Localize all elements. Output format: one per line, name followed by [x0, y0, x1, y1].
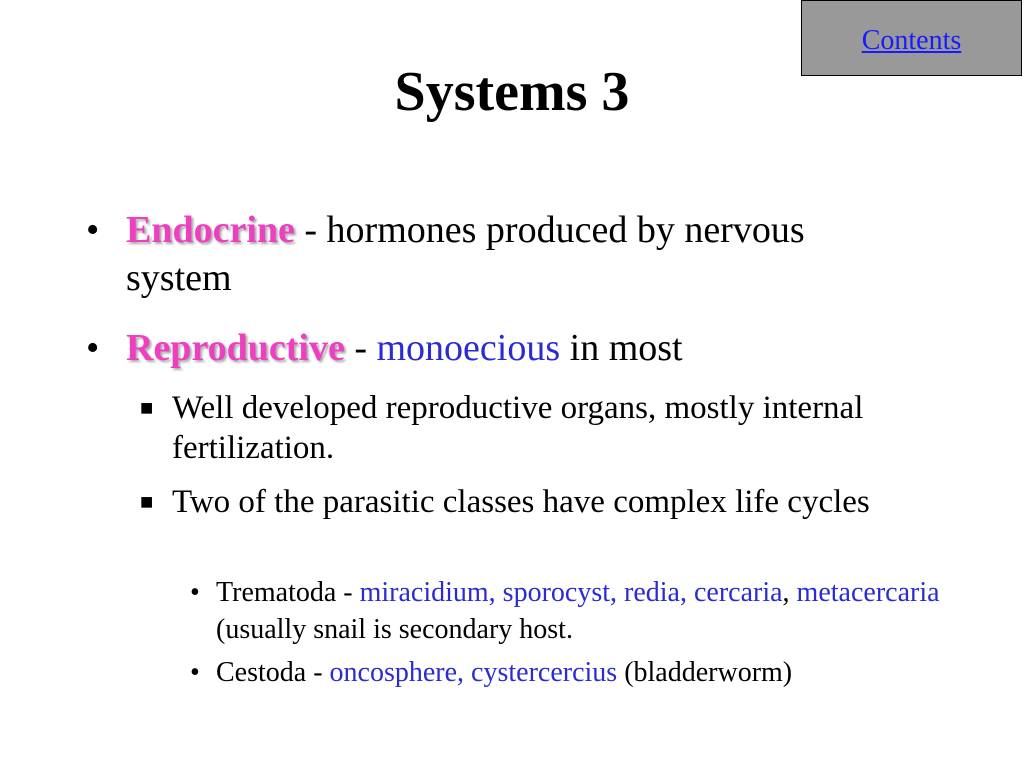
bullet-reproductive [86, 324, 866, 372]
subsub-bullet-trematoda [190, 574, 950, 648]
subsub-bullet-text [216, 574, 950, 648]
trematoda-stages: miracidium, sporocyst, redia, cercaria [359, 577, 783, 608]
subsub-bullet-cestoda [190, 654, 950, 691]
trematoda-suffix: (usually snail is secondary host. [216, 614, 573, 645]
subsub-bullet-text [216, 654, 950, 691]
bullet-endocrine [86, 206, 866, 302]
bullet-text [126, 206, 866, 302]
cestoda-stages: oncosphere, cystercercius [329, 657, 618, 688]
trematoda-sep: , [782, 577, 797, 608]
bullet-dot: • [86, 209, 100, 251]
term-endocrine: Endocrine [126, 209, 295, 251]
cestoda-suffix: (bladderworm) [617, 657, 793, 688]
reproductive-tail: in most [560, 327, 683, 369]
sub-bullet-text: Two of the parasitic classes have complex life cycles [172, 484, 870, 520]
bullet-dot: • [190, 577, 200, 608]
term-monoecious: monoecious [376, 327, 561, 369]
sub-bullet-organs [140, 388, 920, 468]
square-bullet: ■ [140, 395, 154, 420]
bullet-dot: • [190, 657, 200, 688]
trematoda-metacercaria: metacercaria [796, 577, 940, 608]
reproductive-dash: - [344, 327, 377, 369]
cestoda-prefix: Cestoda - [216, 657, 330, 688]
contents-link[interactable]: Contents [861, 25, 962, 56]
square-bullet: ■ [140, 489, 154, 514]
term-reproductive: Reproductive [126, 327, 345, 369]
slide-title: Systems 3 [394, 61, 630, 123]
bullet-dot: • [86, 327, 100, 369]
endocrine-description: - hormones produced by nervous system [126, 209, 805, 299]
trematoda-prefix: Trematoda - [216, 577, 360, 608]
sub-bullet-life-cycles [140, 482, 920, 522]
sub-bullet-text: Well developed reproductive organs, mostly internal fertilization. [172, 390, 864, 466]
bullet-text [126, 324, 866, 372]
